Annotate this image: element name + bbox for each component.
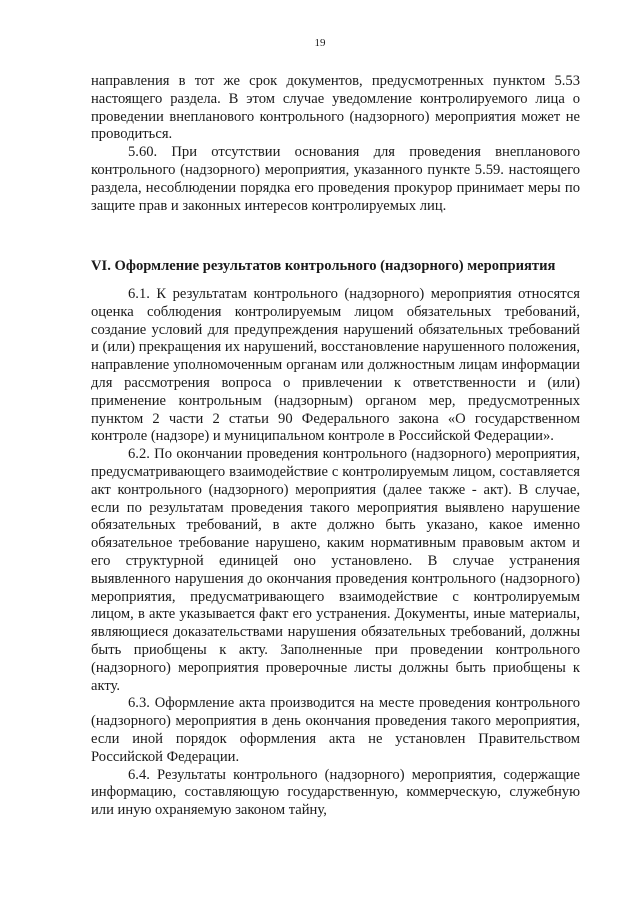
top-text-block xyxy=(91,73,580,215)
page-number: 19 xyxy=(314,37,326,49)
section-heading: VI. Оформление результатов контрольного (надзорного) мероприятия xyxy=(91,258,556,274)
paragraph-6-4: 6.4. Результаты контрольного (надзорного) мероприятия, содержащие информацию, составляющую государственную, коммерческую, служебную или иную охраняемую законом тайну, xyxy=(91,766,580,819)
paragraph-6-1: 6.1. К результатам контрольного (надзорного) мероприятия относятся оценка соблюдения контролируемым лицом обязательных требований, создание условий для предупреждения нарушений обязательных требований и (или) прекращения их нарушений, восстановление нарушенного положения, направление уполномоченным органам или должностным лицам информации для рассмотрения вопроса о привлечении к ответственности и (или) применение контрольным (надзорным) органом мер, предусмотренных пунктом 2 части 2 статьи 90 Федерального закона «О государственном контроле (надзоре) и муниципальном контроле в Российской Федерации». xyxy=(91,286,580,445)
paragraph-6-3: 6.3. Оформление акта производится на месте проведения контрольного (надзорного) мероприятия в день окончания проведения такого мероприятия, если иной порядок оформления акта не установлен Правительством Российской Федерации. xyxy=(91,695,580,765)
paragraph-continuation: направления в тот же срок документов, предусмотренных пунктом 5.53 настоящего раздела. В этом случае уведомление контролируемого лица о проведении внепланового контрольного (надзорного) мероприятия может не проводиться. xyxy=(91,73,580,143)
section-body xyxy=(91,286,580,820)
paragraph-6-2: 6.2. По окончании проведения контрольного (надзорного) мероприятия, предусматривающего взаимодействие с контролируемым лицом, составляется акт контрольного (надзорного) мероприятия (далее также - акт). В случае, если по результатам проведения такого мероприятия выявлено нарушение обязательных требований, в акте должно быть указано, какое именно обязательное требование нарушено, каким нормативным правовым актом и его структурной единицей оно установлено. В случае устранения выявленного нарушения до окончания проведения контрольного (надзорного) мероприятия, предусматривающего взаимодействие с контролируемым лицом, в акте указывается факт его устранения. Документы, иные материалы, являющиеся доказательствами нарушения обязательных требований, должны быть приобщены к акту. Заполненные при проведении контрольного (надзорного) мероприятия проверочные листы должны быть приобщены к акту. xyxy=(91,446,580,694)
paragraph-5-60: 5.60. При отсутствии основания для проведения внепланового контрольного (надзорного) мероприятия, указанного пункте 5.59. настоящего раздела, несоблюдении порядка его проведения прокурор принимает меры по защите прав и законных интересов контролируемых лиц. xyxy=(91,144,580,214)
